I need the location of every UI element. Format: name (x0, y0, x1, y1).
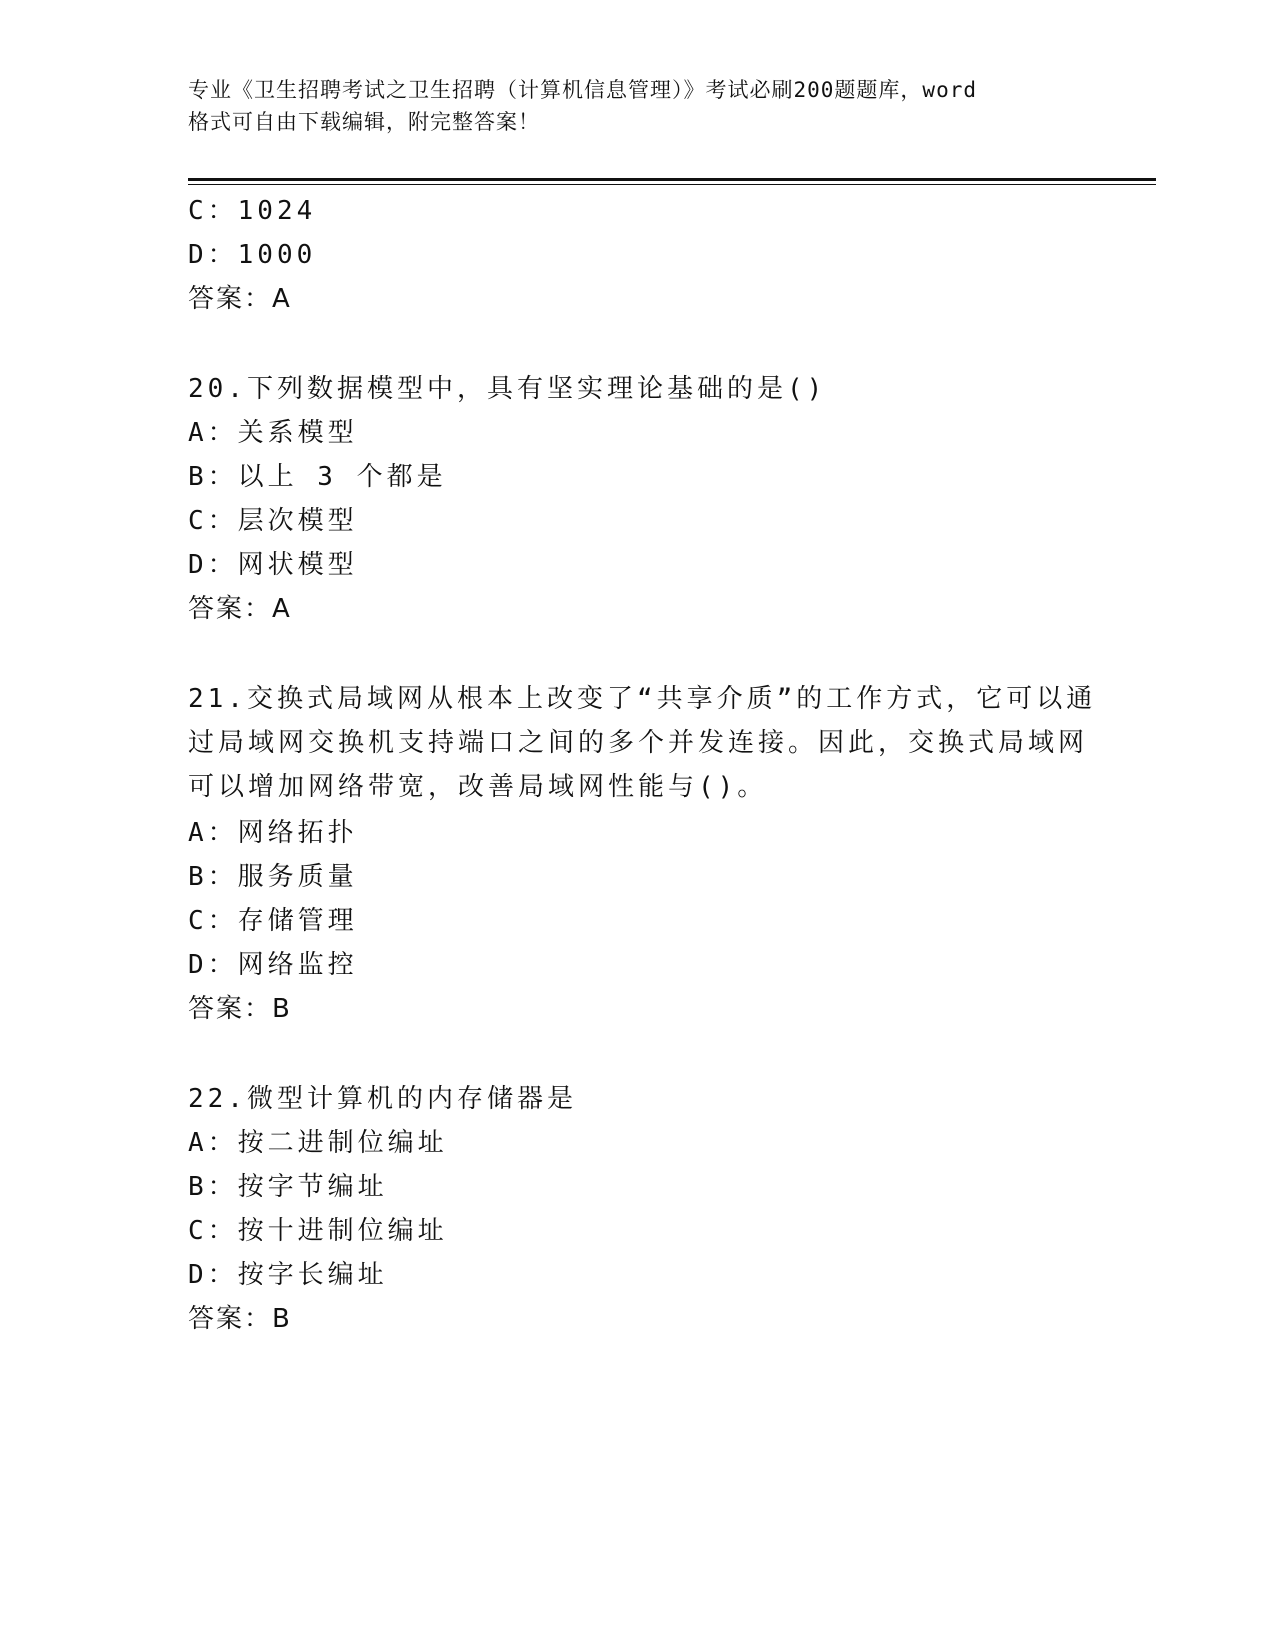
q21-question-line-3: 可以增加网络带宽，改善局域网性能与()。 (188, 772, 768, 802)
q22-option-c: C：按十进制位编址 (188, 1216, 448, 1246)
q20-question: 20.下列数据模型中，具有坚实理论基础的是() (188, 374, 827, 404)
q22-question: 22.微型计算机的内存储器是 (188, 1084, 577, 1114)
q21-option-b: B：服务质量 (188, 862, 358, 892)
q20-option-a: A：关系模型 (188, 418, 358, 448)
header-line-1: 专业《卫生招聘考试之卫生招聘（计算机信息管理）》考试必刷200题题库，word (188, 78, 977, 102)
q19-option-c: C：1024 (188, 196, 317, 226)
q21-option-d: D：网络监控 (188, 950, 358, 980)
q21-option-c: C：存储管理 (188, 906, 358, 936)
q22-option-b: B：按字节编址 (188, 1172, 388, 1202)
q22-answer: 答案：B (188, 1304, 292, 1334)
header-divider-thin (188, 184, 1156, 185)
q21-question-line-1: 21.交换式局域网从根本上改变了“共享介质”的工作方式，它可以通 (188, 684, 1097, 714)
document-header (188, 74, 1088, 138)
header-line-2: 格式可自由下载编辑，附完整答案！ (188, 110, 540, 134)
q21-question-line-2: 过局域网交换机支持端口之间的多个并发连接。因此，交换式局域网 (188, 728, 1089, 758)
q19-option-d: D：1000 (188, 240, 317, 270)
q22-option-d: D：按字长编址 (188, 1260, 388, 1290)
q20-option-c: C：层次模型 (188, 506, 358, 536)
q21-option-a: A：网络拓扑 (188, 818, 358, 848)
q22-option-a: A：按二进制位编址 (188, 1128, 448, 1158)
q21-answer: 答案：B (188, 994, 292, 1024)
q19-answer: 答案：A (188, 284, 292, 314)
q20-answer: 答案：A (188, 594, 292, 624)
q20-option-d: D：网状模型 (188, 550, 358, 580)
q20-option-b: B：以上 3 个都是 (188, 462, 447, 492)
header-divider-thick (188, 178, 1156, 181)
